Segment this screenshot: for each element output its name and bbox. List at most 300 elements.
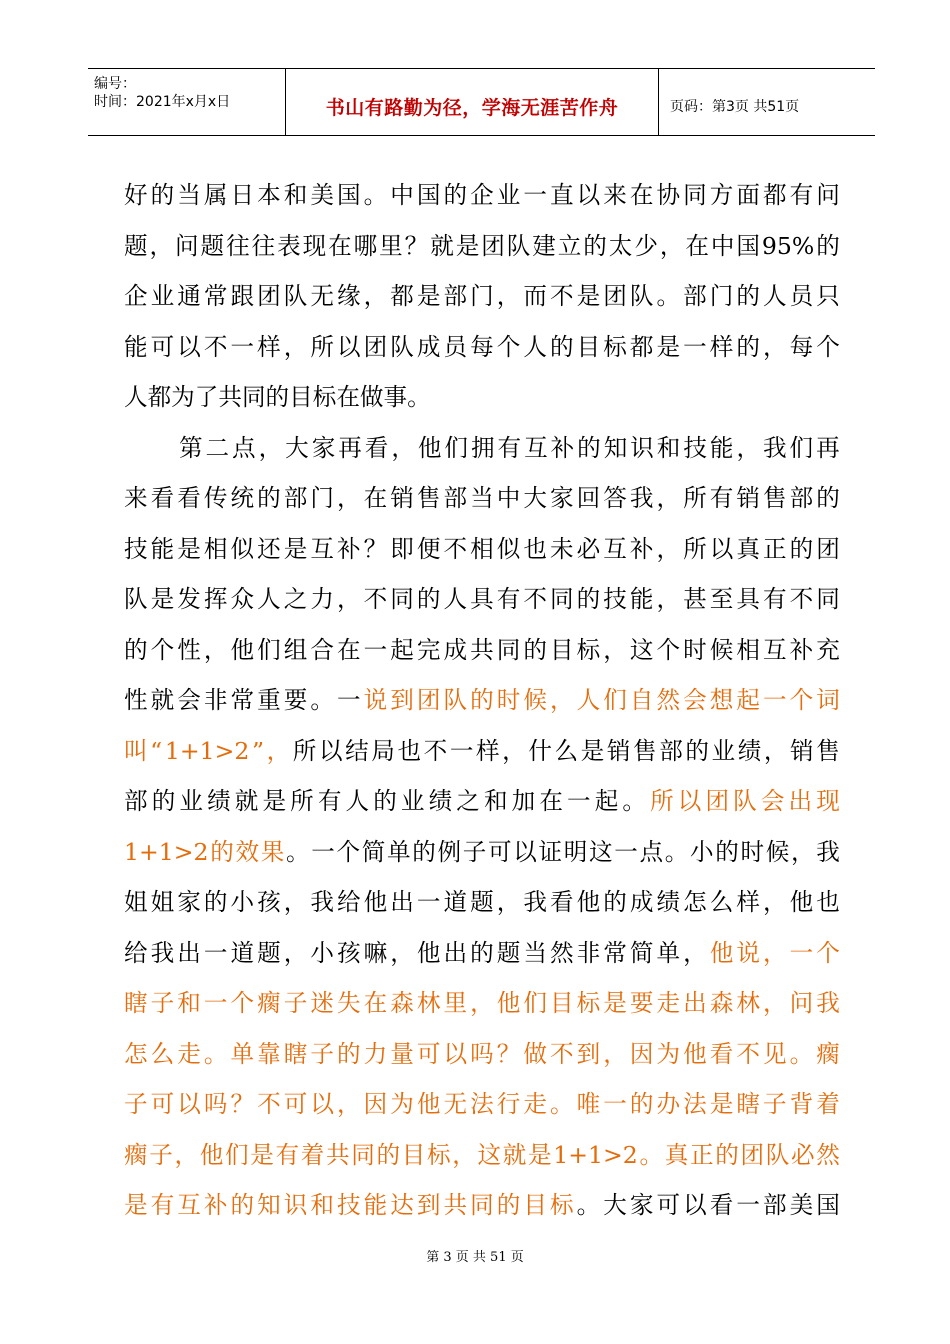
text-glyph: 售 — [633, 736, 657, 765]
text-glyph: 部 — [443, 282, 468, 310]
text-glyph: 1+1>2 — [553, 1140, 638, 1169]
text-glyph: 词 — [816, 686, 840, 714]
text-glyph: 给 — [337, 888, 361, 916]
text-glyph: 传 — [203, 484, 228, 512]
text-glyph: 常 — [203, 282, 228, 310]
text-glyph: 给 — [124, 938, 148, 967]
text-glyph: 是 — [576, 282, 601, 310]
text-glyph: ， — [683, 938, 707, 967]
text-glyph: 么 — [709, 888, 734, 916]
text-line — [124, 978, 840, 1029]
text-glyph: 时 — [496, 686, 521, 714]
text-glyph: 说 — [363, 686, 388, 714]
text-glyph: 力 — [363, 1039, 388, 1068]
text-glyph: ， — [266, 736, 291, 765]
text-glyph: 标 — [427, 1140, 451, 1169]
text-glyph: 第 — [178, 433, 203, 462]
text-glyph: ， — [656, 484, 681, 512]
text-glyph: ， — [763, 938, 787, 967]
text-glyph: 么 — [554, 736, 579, 765]
text-glyph: 一 — [416, 888, 441, 916]
text-glyph: 的 — [603, 888, 627, 916]
text-glyph: 的 — [443, 181, 468, 209]
text-glyph: 1+1>2 — [124, 837, 209, 866]
text-glyph: 一 — [449, 736, 474, 765]
text-glyph: 然 — [656, 686, 681, 714]
text-glyph: 他 — [496, 989, 521, 1017]
text-glyph: 所 — [310, 332, 334, 361]
text-glyph: 二 — [205, 433, 230, 462]
header-motto: 书山有路勤为径，学海无涯苦作舟 — [325, 97, 619, 119]
text-glyph: 互 — [177, 1191, 201, 1219]
text-glyph: 国 — [337, 181, 361, 209]
text-glyph: 就 — [150, 686, 175, 714]
text-glyph: 队 — [283, 282, 308, 310]
text-glyph: 个 — [230, 989, 255, 1017]
text-glyph: 员 — [443, 332, 468, 361]
text-glyph: 一 — [736, 1191, 760, 1219]
text-line — [124, 221, 840, 272]
text-glyph: 的 — [550, 332, 574, 361]
text-glyph: ， — [763, 332, 787, 361]
text-glyph: 队 — [390, 332, 414, 361]
text-glyph: 少 — [634, 231, 658, 260]
text-glyph: 里 — [443, 989, 468, 1017]
text-glyph: 国 — [736, 231, 760, 260]
text-glyph: 子 — [150, 989, 175, 1017]
text-glyph: 果 — [260, 837, 285, 866]
text-glyph: 他 — [417, 433, 442, 462]
text-glyph: 以 — [310, 1090, 334, 1118]
text-glyph: 之 — [283, 585, 308, 613]
text-glyph: 背 — [789, 1090, 814, 1118]
text-line — [124, 827, 840, 878]
text-glyph: 法 — [683, 1090, 707, 1118]
text-glyph: 的 — [715, 837, 739, 866]
text-line — [124, 1130, 840, 1181]
text-glyph: 无 — [310, 282, 334, 310]
text-glyph: 子 — [763, 1090, 787, 1118]
text-glyph: 。 — [639, 1140, 664, 1169]
text-glyph: 的 — [373, 787, 397, 815]
text-glyph: 唯 — [576, 1090, 601, 1118]
text-glyph: 标 — [576, 989, 601, 1017]
text-glyph: 姐 — [124, 888, 148, 916]
text-glyph: 家 — [550, 484, 574, 512]
text-glyph: 小 — [230, 888, 255, 916]
text-glyph: 和 — [483, 787, 508, 815]
text-glyph: 一 — [763, 686, 787, 714]
text-glyph: 互 — [524, 433, 548, 462]
text-glyph: 嘛 — [363, 938, 388, 967]
text-glyph: 目 — [550, 989, 574, 1017]
text-glyph: 补 — [629, 534, 654, 563]
text-glyph: 的 — [150, 181, 175, 209]
text-glyph: 样 — [475, 736, 500, 765]
text-line — [124, 726, 840, 777]
text-glyph: 当 — [470, 484, 494, 512]
text-glyph: 孩 — [337, 938, 361, 967]
text-glyph: 为 — [656, 1039, 681, 1068]
text-glyph: 业 — [400, 787, 425, 815]
text-glyph: 家 — [311, 433, 336, 462]
text-glyph: 共 — [326, 1140, 350, 1169]
text-glyph: 能 — [629, 585, 654, 613]
text-glyph: 销 — [790, 736, 814, 765]
text-glyph: 技 — [683, 433, 707, 462]
text-glyph: 绩 — [737, 736, 762, 765]
text-glyph: ， — [337, 1090, 361, 1118]
text-glyph: 标 — [550, 1191, 574, 1219]
text-glyph: 做 — [523, 1039, 547, 1068]
text-glyph: 不 — [789, 585, 814, 613]
document-time-label: 时间：2021年x月x日 — [94, 94, 231, 110]
text-glyph: 的 — [230, 1191, 255, 1219]
text-glyph: 题 — [200, 231, 225, 260]
text-glyph: 的 — [583, 231, 607, 260]
text-glyph: 单 — [230, 1039, 255, 1068]
text-glyph: 我 — [762, 433, 787, 462]
text-glyph: 所 — [683, 534, 707, 563]
text-glyph: 美 — [789, 1191, 814, 1219]
text-glyph: 所 — [650, 787, 674, 815]
text-glyph: 人 — [443, 585, 468, 613]
text-line — [124, 170, 840, 221]
text-glyph: 大 — [285, 433, 309, 462]
text-glyph: 都 — [629, 332, 654, 361]
text-glyph: 他 — [416, 938, 441, 967]
text-glyph: 以 — [177, 332, 201, 361]
text-glyph: 是 — [250, 1140, 274, 1169]
text-glyph: 他 — [363, 888, 388, 916]
text-glyph: 能 — [363, 1191, 388, 1219]
text-glyph: 森 — [709, 989, 734, 1017]
text-glyph: ， — [337, 585, 361, 613]
text-glyph: 同 — [496, 635, 521, 664]
text-glyph: 绩 — [656, 888, 681, 916]
text-glyph: 相 — [736, 635, 760, 664]
text-glyph: 只 — [816, 282, 840, 310]
text-glyph: ， — [470, 989, 494, 1017]
text-glyph: 来 — [124, 484, 148, 512]
text-glyph: 而 — [523, 282, 547, 310]
text-glyph: 的 — [470, 686, 494, 714]
text-glyph: 再 — [816, 433, 840, 462]
text-glyph: 门 — [470, 282, 494, 310]
text-glyph: 同 — [550, 585, 574, 613]
text-glyph: 因 — [629, 1039, 654, 1068]
text-glyph: 销 — [390, 484, 414, 512]
text-glyph: 部 — [124, 787, 148, 815]
text-glyph: 来 — [603, 181, 627, 209]
text-glyph: 每 — [470, 332, 494, 361]
text-glyph: 。 — [656, 282, 681, 310]
text-glyph: 业 — [179, 787, 203, 815]
text-glyph: 这 — [588, 837, 613, 866]
text-glyph: 他 — [416, 1090, 441, 1118]
text-glyph: ， — [656, 534, 681, 563]
text-glyph: 想 — [709, 686, 734, 714]
text-glyph: 有 — [496, 585, 521, 613]
text-glyph: 家 — [629, 1191, 654, 1219]
text-glyph: 还 — [257, 534, 281, 563]
text-glyph: 力 — [310, 585, 334, 613]
text-glyph: 部 — [443, 484, 468, 512]
text-glyph: 补 — [550, 433, 575, 462]
text-glyph: “ — [150, 736, 163, 765]
text-line — [124, 574, 840, 625]
text-glyph: 在 — [539, 787, 563, 815]
text-glyph: 行 — [496, 1090, 521, 1118]
text-glyph: 销 — [606, 736, 631, 765]
text-glyph: 候 — [709, 635, 734, 664]
text-glyph: 以 — [709, 534, 734, 563]
text-glyph: 大 — [603, 1191, 627, 1219]
text-glyph: 题 — [496, 938, 521, 967]
text-glyph: 相 — [203, 534, 228, 563]
text-glyph: 到 — [390, 686, 414, 714]
text-glyph: 单 — [656, 938, 681, 967]
text-glyph: 是 — [262, 787, 287, 815]
text-glyph: 瞎 — [736, 1090, 760, 1118]
text-glyph: 也 — [523, 534, 547, 563]
text-glyph: 未 — [550, 534, 574, 563]
text-glyph: 在 — [685, 231, 709, 260]
text-glyph: 是 — [455, 231, 480, 260]
text-glyph: 不 — [363, 585, 388, 613]
text-glyph: 在 — [363, 484, 388, 512]
text-glyph: 我 — [629, 484, 654, 512]
text-glyph: 里 — [379, 231, 403, 260]
text-glyph: 子 — [310, 1039, 334, 1068]
text-glyph: 同 — [816, 585, 840, 613]
text-glyph: 可 — [656, 1191, 681, 1219]
text-glyph: 相 — [470, 534, 494, 563]
text-glyph: 售 — [816, 736, 840, 765]
text-glyph: 同 — [470, 1191, 494, 1219]
text-glyph: 非 — [576, 938, 601, 967]
text-glyph: 的 — [685, 736, 709, 765]
text-line — [124, 473, 840, 524]
text-glyph: 同 — [390, 585, 414, 613]
text-glyph: 具 — [470, 585, 494, 613]
text-glyph: 他 — [576, 888, 601, 916]
text-glyph: 的 — [576, 585, 601, 613]
text-line — [124, 776, 840, 827]
text-glyph: 子 — [462, 837, 487, 866]
text-glyph: 团 — [257, 282, 281, 310]
text-glyph: 我 — [523, 888, 547, 916]
text-glyph: 的 — [629, 1090, 654, 1118]
text-glyph: 具 — [736, 585, 760, 613]
text-glyph: 瞎 — [283, 1039, 308, 1068]
text-glyph: 标 — [603, 332, 627, 361]
text-glyph: 往 — [226, 231, 250, 260]
text-glyph: 互 — [603, 534, 627, 563]
text-glyph: 一 — [363, 635, 388, 664]
text-glyph: 补 — [337, 534, 361, 563]
text-glyph: 这 — [477, 1140, 502, 1169]
text-glyph: 知 — [257, 1191, 281, 1219]
text-glyph: 们 — [523, 989, 547, 1017]
text-glyph: 的 — [337, 1039, 361, 1068]
text-glyph: 到 — [416, 1191, 441, 1219]
text-line — [124, 1029, 840, 1080]
text-glyph: 挥 — [203, 585, 228, 613]
text-glyph: 一 — [203, 989, 228, 1017]
text-glyph: 个 — [789, 686, 814, 714]
text-glyph: 是 — [580, 736, 605, 765]
text-glyph: 自 — [629, 686, 654, 714]
text-line — [124, 928, 840, 979]
text-glyph: 子 — [124, 1090, 148, 1118]
text-glyph: 人 — [763, 282, 787, 310]
text-glyph: ？ — [363, 534, 388, 563]
text-glyph: 目 — [550, 635, 574, 664]
text-glyph: 团 — [363, 332, 388, 361]
text-glyph: 瘸 — [124, 1140, 148, 1169]
text-glyph: 真 — [736, 534, 760, 563]
text-glyph: 森 — [390, 989, 414, 1017]
text-glyph: 太 — [608, 231, 633, 260]
text-glyph: 部 — [763, 1191, 787, 1219]
text-glyph: 成 — [443, 635, 468, 664]
text-glyph: 中 — [496, 484, 521, 512]
text-glyph: 会 — [177, 686, 201, 714]
text-glyph: 看 — [177, 484, 201, 512]
text-glyph: ， — [496, 888, 521, 916]
text-glyph: 量 — [390, 1039, 414, 1068]
text-glyph: 的 — [416, 585, 441, 613]
text-glyph: 合 — [310, 635, 334, 664]
text-glyph: 技 — [603, 585, 627, 613]
text-glyph: 直 — [550, 181, 574, 209]
text-glyph: 我 — [310, 888, 334, 916]
text-glyph: 们 — [225, 1140, 249, 1169]
text-glyph: 是 — [283, 534, 308, 563]
text-glyph: 即 — [390, 534, 414, 563]
text-glyph: 个 — [496, 332, 521, 361]
text-glyph: 着 — [816, 1090, 840, 1118]
text-glyph: 简 — [361, 837, 386, 866]
text-glyph: 道 — [443, 888, 468, 916]
text-glyph: 他 — [709, 938, 734, 967]
text-glyph: 属 — [203, 181, 228, 209]
text-glyph: 吗 — [470, 1039, 494, 1068]
text-glyph: 办 — [656, 1090, 681, 1118]
text-line — [124, 675, 840, 726]
text-glyph: 们 — [603, 686, 627, 714]
text-glyph: 失 — [337, 989, 361, 1017]
text-glyph: 答 — [603, 484, 627, 512]
text-glyph: 的 — [715, 1140, 739, 1169]
text-glyph: 似 — [230, 534, 255, 563]
text-glyph: 必 — [790, 1140, 815, 1169]
text-glyph: 叫 — [124, 736, 148, 765]
text-glyph: 识 — [283, 1191, 308, 1219]
text-glyph: 子 — [283, 989, 308, 1017]
text-glyph: 在 — [363, 989, 388, 1017]
text-glyph: 团 — [740, 1140, 765, 1169]
text-glyph: 常 — [603, 938, 627, 967]
header-motto-cell — [286, 69, 659, 135]
text-glyph: 好 — [124, 181, 148, 209]
text-glyph: 美 — [310, 181, 334, 209]
text-glyph: ， — [203, 635, 228, 664]
text-glyph: 日 — [230, 181, 255, 209]
text-glyph: 甚 — [683, 585, 707, 613]
text-glyph: ， — [390, 938, 414, 967]
text-glyph: 性 — [177, 635, 201, 664]
text-glyph: ， — [502, 736, 526, 765]
text-glyph: 我 — [816, 837, 840, 866]
text-glyph: 以 — [318, 736, 343, 765]
text-glyph: 出 — [443, 938, 468, 967]
text-glyph: 本 — [257, 181, 281, 209]
text-glyph: 同 — [351, 1140, 375, 1169]
text-glyph: 不 — [523, 585, 547, 613]
text-glyph: 方 — [709, 181, 734, 209]
text-glyph: 在 — [328, 231, 352, 260]
text-glyph: 点 — [232, 433, 256, 462]
text-glyph: 说 — [736, 938, 760, 967]
text-glyph: 他 — [230, 635, 255, 664]
text-glyph: 怎 — [683, 888, 707, 916]
text-line — [124, 877, 840, 928]
text-glyph: 在 — [337, 635, 361, 664]
text-glyph: 以 — [576, 181, 601, 209]
text-glyph: 立 — [557, 231, 582, 260]
text-glyph: 也 — [816, 888, 840, 916]
text-glyph: 要 — [283, 686, 308, 714]
text-glyph: 吗 — [203, 1090, 228, 1118]
text-glyph: 可 — [487, 837, 512, 866]
text-glyph: 补 — [203, 1191, 228, 1219]
text-line — [124, 625, 840, 676]
text-glyph: 面 — [736, 181, 760, 209]
text-glyph: 题 — [470, 888, 494, 916]
text-glyph: 队 — [443, 686, 468, 714]
text-glyph: 。 — [576, 1191, 601, 1219]
text-glyph: 发 — [177, 585, 201, 613]
text-glyph: 是 — [528, 1140, 552, 1169]
text-glyph: 有 — [275, 1140, 300, 1169]
text-glyph: 所 — [683, 484, 707, 512]
text-glyph: 见 — [763, 1039, 787, 1068]
text-glyph: 企 — [124, 282, 148, 310]
text-glyph: 性 — [124, 686, 148, 714]
text-glyph: 效 — [235, 837, 260, 866]
text-glyph: 之 — [456, 787, 480, 815]
text-glyph: 迷 — [310, 989, 334, 1017]
text-glyph: 技 — [124, 534, 148, 563]
text-glyph: 能 — [150, 534, 175, 563]
text-glyph: 加 — [511, 787, 536, 815]
text-glyph: 团 — [416, 686, 441, 714]
text-glyph: 也 — [397, 736, 422, 765]
text-glyph: 时 — [683, 635, 707, 664]
text-glyph: 是 — [124, 1191, 148, 1219]
text-glyph: 他 — [683, 1039, 707, 1068]
text-glyph: 以 — [443, 1039, 468, 1068]
text-glyph: 建 — [532, 231, 556, 260]
text-glyph: 所 — [292, 736, 317, 765]
text-line — [124, 1079, 840, 1130]
text-glyph: 出 — [390, 888, 414, 916]
text-glyph: 看 — [709, 1039, 734, 1068]
text-glyph: 走 — [523, 1090, 547, 1118]
text-glyph: 法 — [470, 1090, 494, 1118]
